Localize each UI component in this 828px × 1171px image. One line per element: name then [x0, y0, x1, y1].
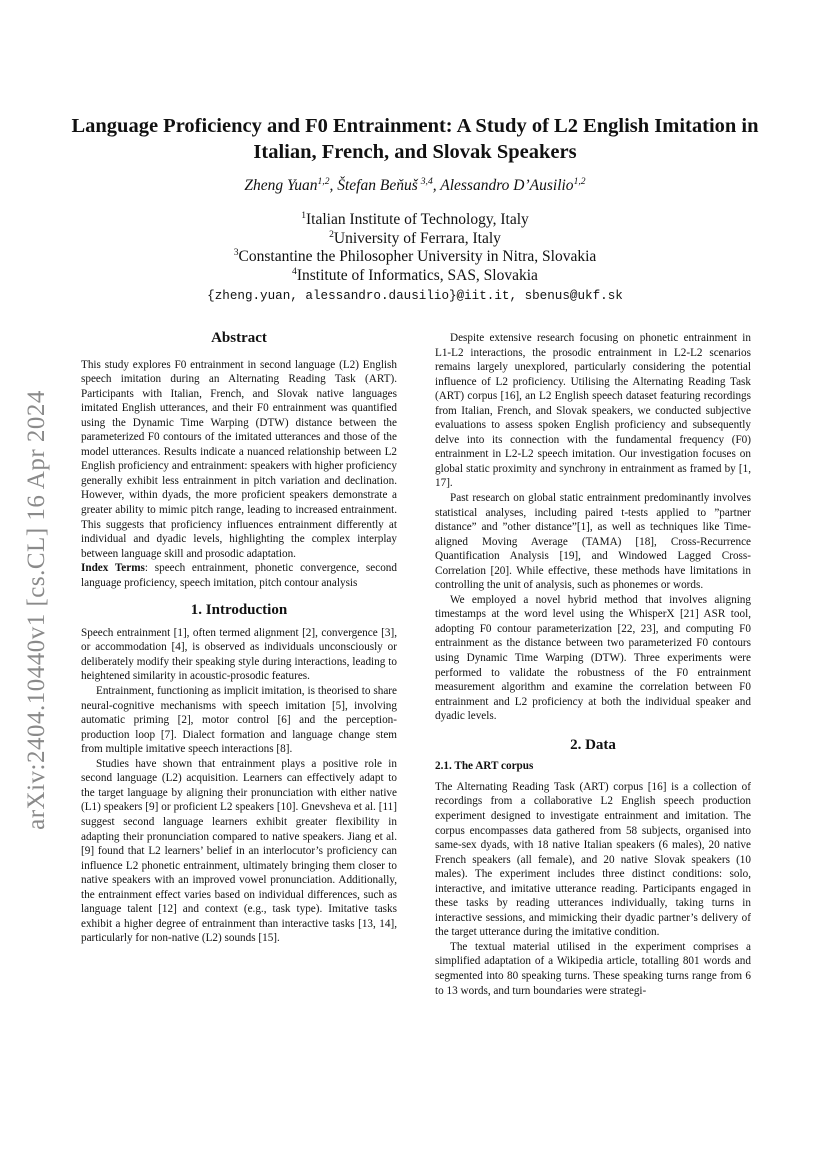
affiliation-sup: 1: [301, 209, 307, 221]
affiliation-list: [70, 211, 760, 285]
paper-title: [70, 113, 760, 165]
index-terms-text: : speech entrainment, phonetic convergence, second language proficiency, speech imitation, pitch contour analysis: [81, 562, 397, 589]
index-terms-label: Index Terms: [81, 562, 145, 575]
affiliation-sup: 3: [233, 246, 239, 258]
affiliation: [70, 230, 760, 249]
author-emails: {zheng.yuan, alessandro.dausilio}@iit.it, sbenus@ukf.sk: [207, 289, 623, 303]
intro-heading: 1. Introduction: [190, 602, 288, 619]
author-name: Zheng Yuan: [244, 177, 318, 194]
affiliation-text: University of Ferrara, Italy: [333, 229, 501, 247]
left-column: [81, 331, 397, 946]
right-column: [435, 331, 751, 998]
affiliation-text: Institute of Informatics, SAS, Slovakia: [296, 266, 538, 284]
author-affil-sup: 3,4: [420, 175, 433, 187]
art-corpus-subheading: 2.1. The ART corpus: [435, 760, 534, 773]
author-separator: ,: [329, 177, 338, 194]
affiliation: [70, 248, 760, 267]
arxiv-stamp: [22, 360, 52, 860]
intro-paragraph: Despite extensive research focusing on phonetic entrainment in L1-L2 interactions, the prosodic entrainment in L2-L2 scenarios remains largely unexplored, particularly considering the potential influence of L2 proficiency. Utilising the Alternating Reading Task (ART) corpus [16], an L2 English speech dataset featuring recordings from Italian, French, and Slovak speakers, we conducted subjective evaluations to assess spoken English proficiency and subsequently delve into its connection with the fundamental frequency (F0) entrainment in L2-L2 speech imitation. Our investigation focuses on global static proximity and synchrony in entrainment as framed by [1, 17].: [435, 332, 751, 490]
data-paragraph: The textual material utilised in the experiment comprises a simplified adaptation of a Wikipedia article, totalling 801 words and segmented into 80 speaking turns. These speaking turns range from 6 to 13 words, and turn boundaries were strategi-: [435, 940, 751, 997]
abstract-heading: Abstract: [211, 330, 267, 346]
affiliation-text: Constantine the Philosopher University in Nitra, Slovakia: [238, 248, 597, 265]
affiliation-sup: 2: [329, 228, 334, 240]
affiliation-text: Italian Institute of Technology, Italy: [306, 211, 529, 228]
arxiv-stamp-text: arXiv:2404.10440v1 [cs.CL] 16 Apr 2024: [23, 390, 51, 830]
abstract-text: This study explores F0 entrainment in second language (L2) English speech imitation during an Alternating Reading Task (ART). Participants with Italian, French, and Slovak native languages imitated English utterances, and their F0 entrainment was quantified using the Dynamic Time Warping (DTW) distance between the parameterized F0 contours of the imitated utterances and those of the model utterances. Results indicate a nuanced relationship between L2 English proficiency and entrainment: speakers with higher proficiency generally exhibit less entrainment in pitch variation and declination. However, within dyads, the more proficient speakers demonstrate a greater ability to mimic pitch range, leading to increased entrainment. This suggests that proficiency influences entrainment differently at individual and dyadic levels, highlighting the complex interplay between language skill and prosodic adaptation.: [81, 358, 397, 560]
author-name: Štefan Beňuš: [337, 177, 418, 194]
author-separator: ,: [432, 177, 441, 194]
affiliation: [70, 211, 760, 230]
intro-paragraph: We employed a novel hybrid method that involves aligning timestamps at the word level using the WhisperX [21] ASR tool, adopting F0 contour parameterization [22, 23], and computing F0 entrainment as the distance between two parameterized F0 contours using Dynamic Time Warping (DTW). Three experiments were performed to validate the robustness of the F0 entrainment measurement algorithm and examine the correlation between F0 entrainment and L2 proficiency at both the individual speaker and dyadic levels.: [435, 593, 751, 723]
intro-paragraph: Past research on global static entrainment predominantly involves statistical analyses, including paired t-tests applied to ”partner distance” and ”other distance”[1], as well as techniques like Time-aligned Moving Average (TAMA) [18], Cross-Recurrence Quantification Analysis [19], and Windowed Lagged Cross-Correlation [20]. While effective, these methods have limitations in controlling the unit of analysis, such as phonemes or words.: [435, 492, 751, 592]
index-terms: [81, 561, 397, 590]
affiliation: [70, 267, 760, 286]
affiliation-sup: 4: [292, 265, 297, 277]
title-line-2: Italian, French, and Slovak Speakers: [253, 141, 577, 163]
intro-paragraph: Entrainment, functioning as implicit imitation, is theorised to share neural-cognitive mechanisms with speech imitation [5], involving automatic priming [2], motor control [6] and the perception-production loop [7]. Dialect formation and language change stem from multiple imitative speech interactions [8].: [81, 685, 397, 756]
author-name: Alessandro D’Ausilio: [440, 177, 574, 194]
author-list: [70, 177, 760, 195]
intro-paragraph: Speech entrainment [1], often termed alignment [2], convergence [3], or accommodation [4], is observed as individuals unconsciously or deliberately modify their speaking style during interactions, leading to heightened similarity in acoustic-prosodic features.: [81, 626, 397, 683]
data-heading: 2. Data: [570, 736, 616, 753]
author-affil-sup: 1,2: [317, 175, 330, 187]
data-paragraph: The Alternating Reading Task (ART) corpus [16] is a collection of recordings from a collaborative L2 English speech production experiment designed to investigate entrainment and imitation. The corpus encompasses data gathered from 58 subjects, organised into same-sex dyads, with 18 native Italian speakers (6 males), 20 native French speakers (all female), and 20 native Slovak speakers (10 males). The experiment includes three distinct conditions: solo, interactive, and imitative utterance reading. Participants engaged in these tasks by reading utterances individually, taking turns in interactive sessions, and mimicking their dyadic partner’s delivery of the target utterance during the imitative condition.: [435, 780, 751, 939]
intro-paragraph: Studies have shown that entrainment plays a positive role in second language (L2) acquisition. Learners can effectively adapt to the target language by aligning their pronunciation with either native (L1) speakers [9] or proficient L2 speakers [10]. Gnevsheva et al. [11] suggest second language learners exhibit greater flexibility in adapting their pronunciation compared to native speakers. Jiang et al. [9] found that L2 learners’ belief in an interlocutor’s proficiency can influence L2 phonetic entrainment, ultimately bringing them closer to native speakers with an improved vowel pronunciation. Additionally, the entrainment effect varies based on individual differences, such as language talent [12] and context (e.g., task type). Imitative tasks exhibit a higher degree of entrainment than interactive tasks [13, 14], particularly for non-native (L2) sounds [15].: [81, 757, 397, 945]
title-line-1: Language Proficiency and F0 Entrainment: A Study of L2 English Imitation in: [71, 115, 759, 137]
author-affil-sup: 1,2: [573, 175, 586, 187]
